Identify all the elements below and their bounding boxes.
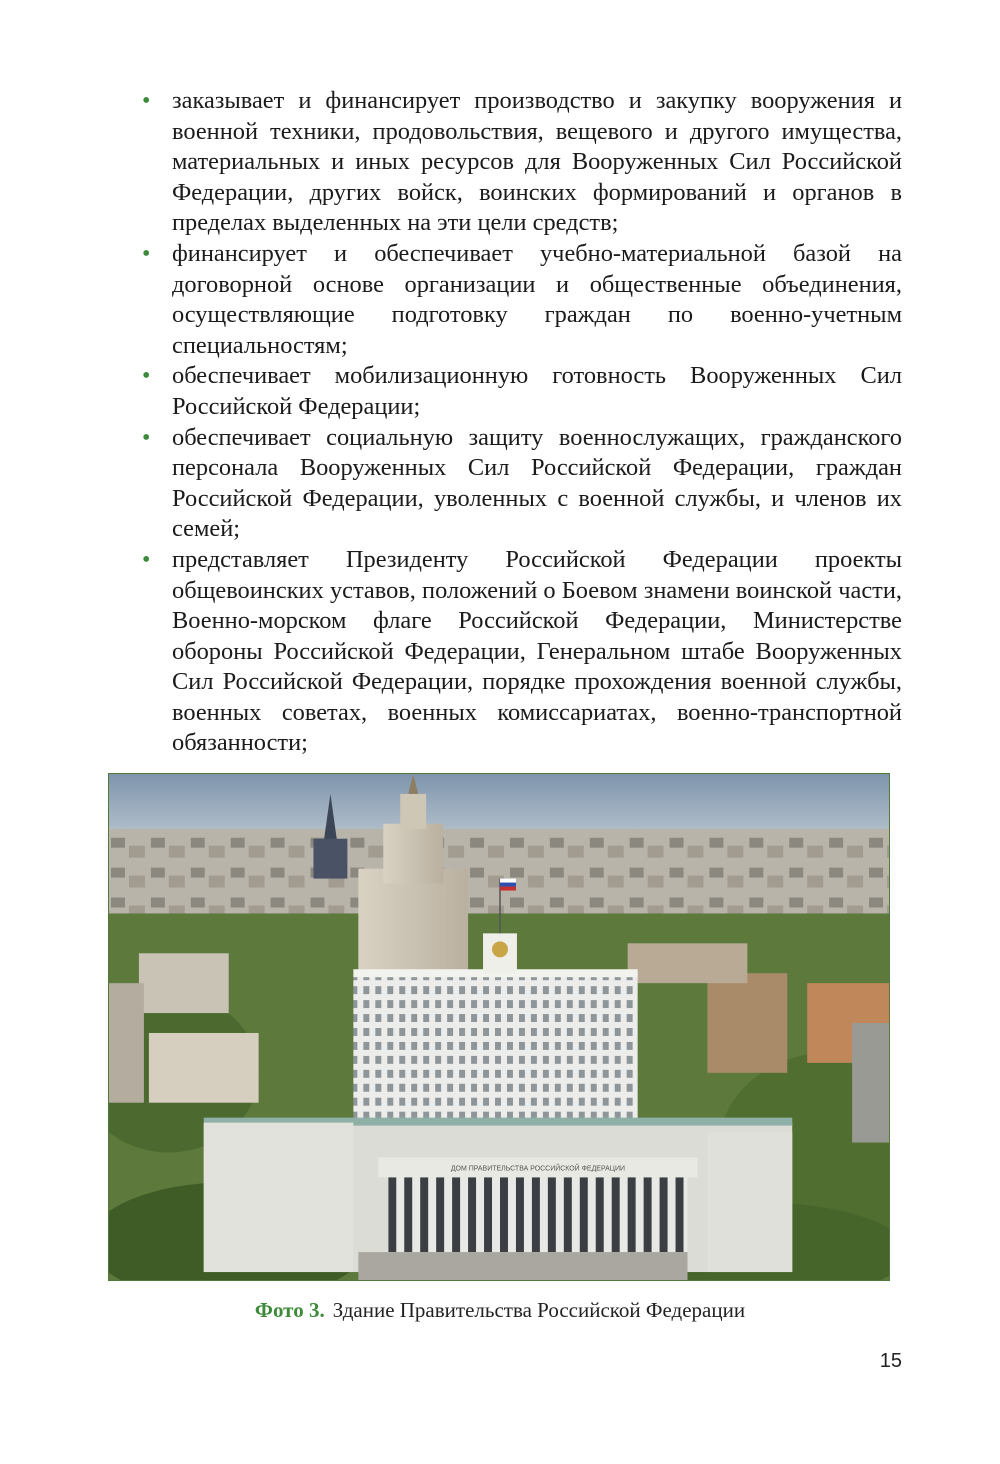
list-item: • обеспечивает мобилизационную готовность Вооруженных Сил Российской Федерации;	[142, 361, 902, 422]
photo-government-building	[108, 773, 890, 1281]
body-text	[142, 86, 902, 759]
page-number: 15	[879, 1350, 902, 1372]
photo-caption	[0, 1296, 1000, 1324]
list-item: • заказывает и финансирует производство и закупку вооружения и военной техники, продовольствия, вещевого и другого имущества, материальных и иных ресурсов для Вооруженных Сил Российской Федерации, других войск, воинских формирований и органов в пределах выделенных на эти цели средств;	[142, 86, 902, 239]
caption-text: Здание Правительства Российской Федерации	[332, 1298, 746, 1322]
list-item: • обеспечивает социальную защиту военнослужащих, гражданского персонала Вооруженных Сил Российской Федерации, граждан Российской Федерации, уволенных с военной службы, и членов их семей;	[142, 423, 902, 545]
facade-inscription: ДОМ ПРАВИТЕЛЬСТВА РОССИЙСКОЙ ФЕДЕРАЦИИ	[450, 1165, 625, 1173]
bullet-list	[142, 86, 902, 759]
caption-label: Фото 3.	[254, 1298, 325, 1322]
list-item: • финансирует и обеспечивает учебно-материальной базой на договорной основе организации и общественные объединения, осуществляющие подготовку граждан по военно-учетным специальностям;	[142, 239, 902, 361]
list-item: • представляет Президенту Российской Федерации проекты общевоинских уставов, положений о Боевом знамени воинской части, Военно-морском флаге Российской Федерации, Министерстве обороны Российской Федерации, Генеральном штабе Вооруженных Сил Российской Федерации, порядке прохождения военной службы, военных советах, военных комиссариатах, военно-транспортной обязанности;	[142, 545, 902, 759]
